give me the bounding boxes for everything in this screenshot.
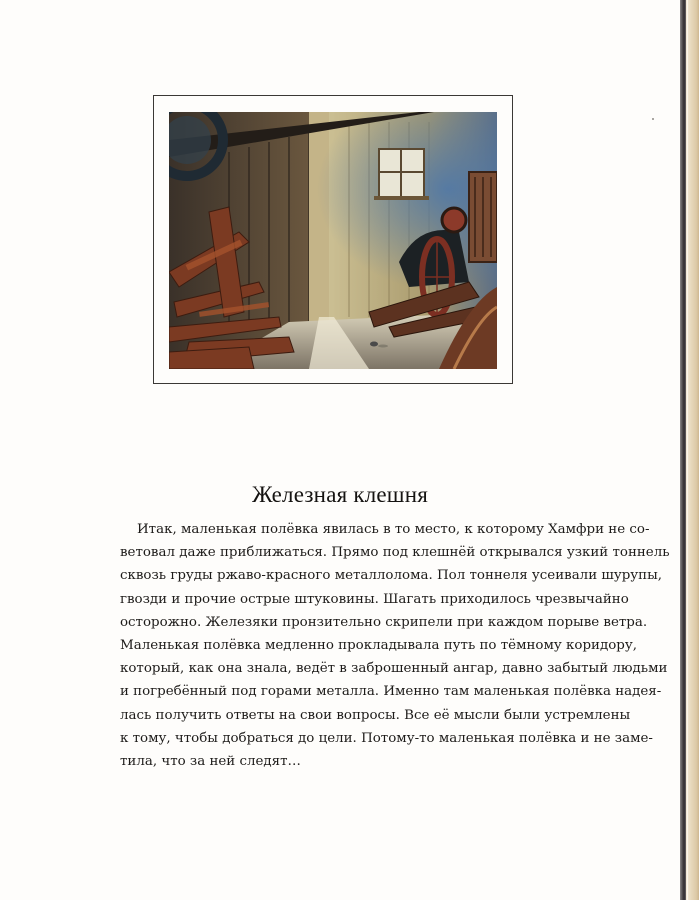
paragraph-line: гвозди и прочие острые штуковины. Шагать приходилось чрезвычайно [120, 591, 629, 607]
paper-speck [652, 118, 654, 120]
paragraph-line: осторожно. Железяки пронзительно скрипели при каждом порыве ветра. [120, 614, 648, 630]
paragraph-line: Маленькая полёвка медленно прокладывала путь по тёмному коридору, [120, 638, 637, 654]
illustration-frame [153, 95, 513, 384]
paragraph-line: тила, что за ней следят… [120, 754, 301, 770]
chapter-paragraph [103, 518, 670, 773]
paragraph-line: к тому, чтобы добраться до цели. Потому-то маленькая полёвка и не заме- [120, 730, 653, 746]
barn-illustration [169, 112, 497, 369]
barn-scene-image [169, 112, 497, 369]
paragraph-line: и погребённый под горами металла. Именно там маленькая полёвка надея- [120, 684, 662, 700]
paragraph-line: Итак, маленькая полёвка явилась в то место, к которому Хамфри не со- [137, 522, 650, 537]
paragraph-line: сквозь груды ржаво-красного металлолома. Пол тоннеля усеивали шурупы, [120, 568, 662, 584]
paragraph-line: который, как она знала, ведёт в заброшенный ангар, давно забытый людьми [120, 661, 668, 677]
chapter-title: Железная клешня [251, 482, 428, 507]
page-stack-edge [686, 0, 699, 900]
paragraph-line: лась получить ответы на свои вопросы. Все её мысли были устремлены [120, 707, 631, 723]
paragraph-line: ветовал даже приближаться. Прямо под клешнёй открывался узкий тоннель [120, 545, 670, 561]
